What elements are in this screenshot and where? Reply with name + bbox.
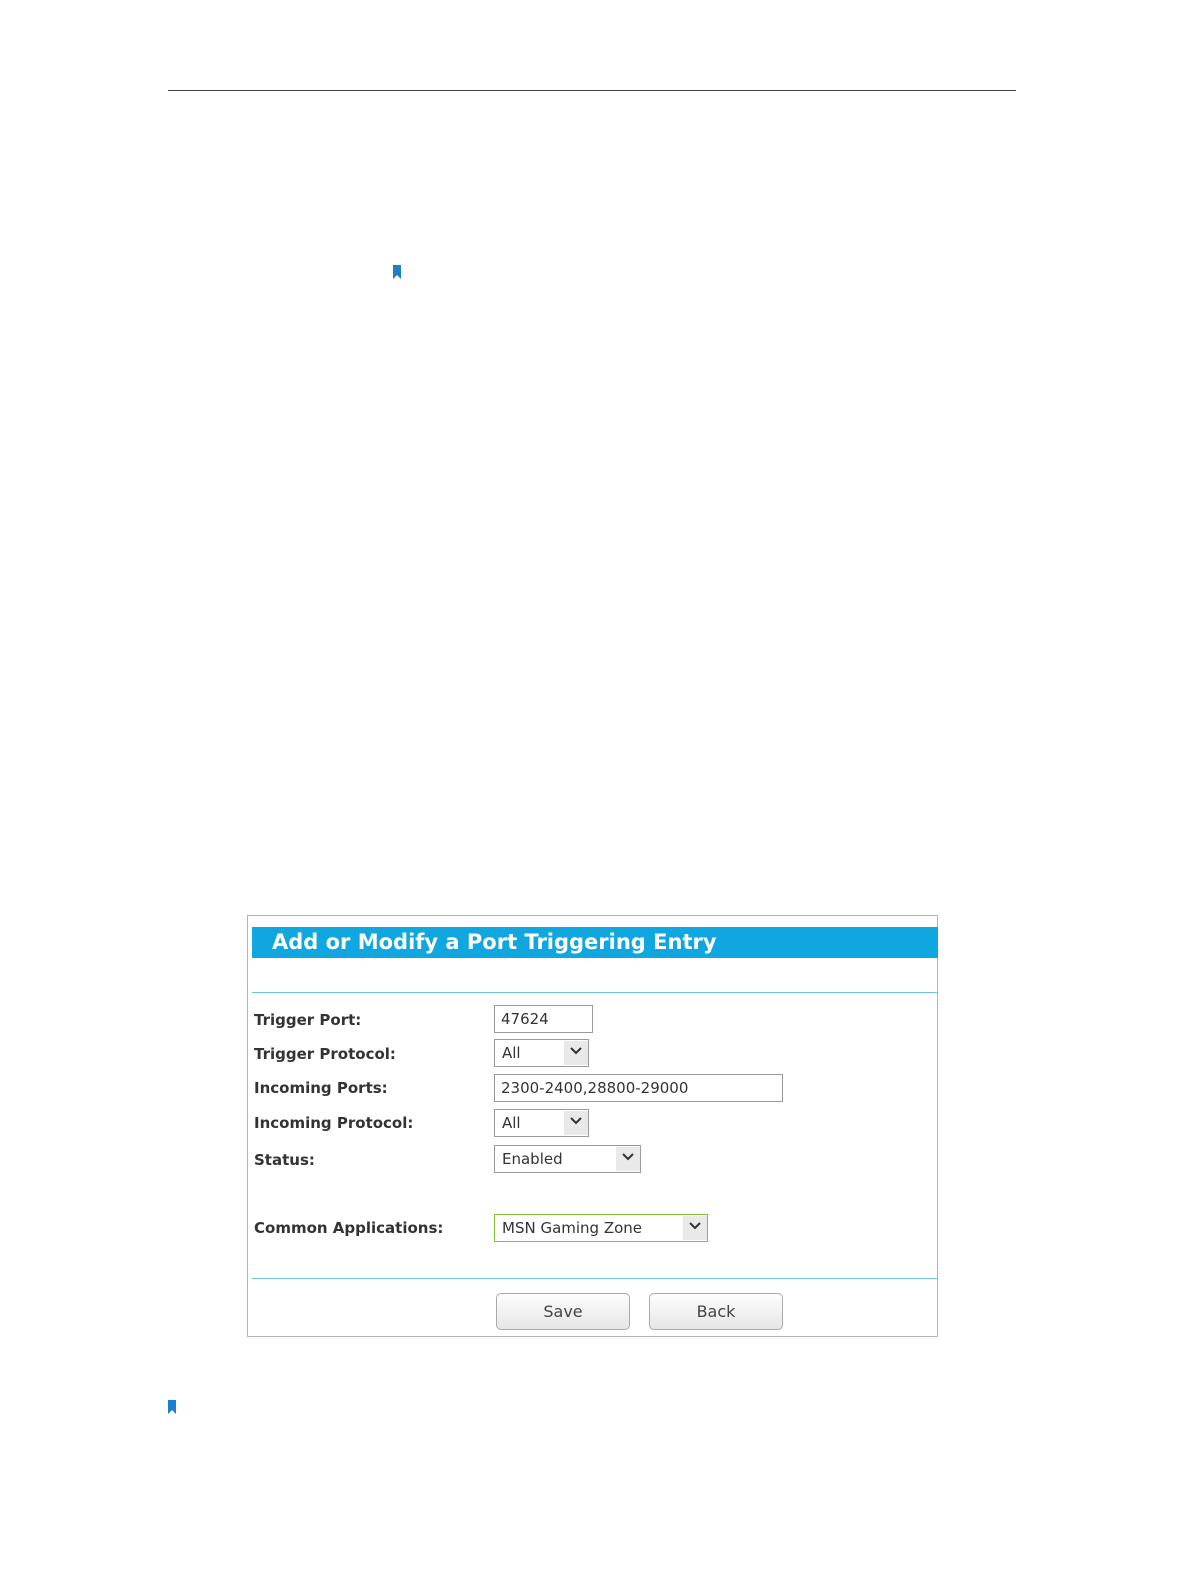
trigger-port-input[interactable]: 47624 — [494, 1005, 593, 1033]
common-applications-select[interactable] — [494, 1214, 708, 1242]
page-top-rule — [168, 90, 1016, 91]
panel-divider-bottom — [252, 1278, 938, 1279]
back-button[interactable]: Back — [649, 1293, 783, 1330]
bookmark-icon — [393, 265, 401, 279]
incoming-protocol-select[interactable] — [494, 1109, 589, 1137]
trigger-protocol-select[interactable] — [494, 1039, 589, 1067]
common-applications-value: MSN Gaming Zone — [502, 1219, 643, 1237]
panel-divider-top — [252, 992, 938, 993]
bookmark-icon — [168, 1400, 176, 1414]
port-triggering-panel — [247, 915, 938, 1337]
chevron-down-icon — [564, 1111, 588, 1135]
trigger-port-label: Trigger Port: — [254, 1011, 362, 1029]
save-button[interactable]: Save — [496, 1293, 630, 1330]
status-label: Status: — [254, 1151, 315, 1169]
incoming-ports-input[interactable]: 2300-2400,28800-29000 — [494, 1074, 783, 1102]
panel-title: Add or Modify a Port Triggering Entry — [252, 927, 938, 958]
status-value: Enabled — [502, 1150, 563, 1168]
trigger-protocol-label: Trigger Protocol: — [254, 1045, 396, 1063]
status-select[interactable] — [494, 1145, 641, 1173]
incoming-ports-label: Incoming Ports: — [254, 1079, 388, 1097]
chevron-down-icon — [683, 1216, 707, 1240]
common-applications-label: Common Applications: — [254, 1219, 444, 1237]
chevron-down-icon — [564, 1041, 588, 1065]
incoming-protocol-value: All — [502, 1114, 521, 1132]
incoming-protocol-label: Incoming Protocol: — [254, 1114, 414, 1132]
trigger-protocol-value: All — [502, 1044, 521, 1062]
chevron-down-icon — [616, 1147, 640, 1171]
